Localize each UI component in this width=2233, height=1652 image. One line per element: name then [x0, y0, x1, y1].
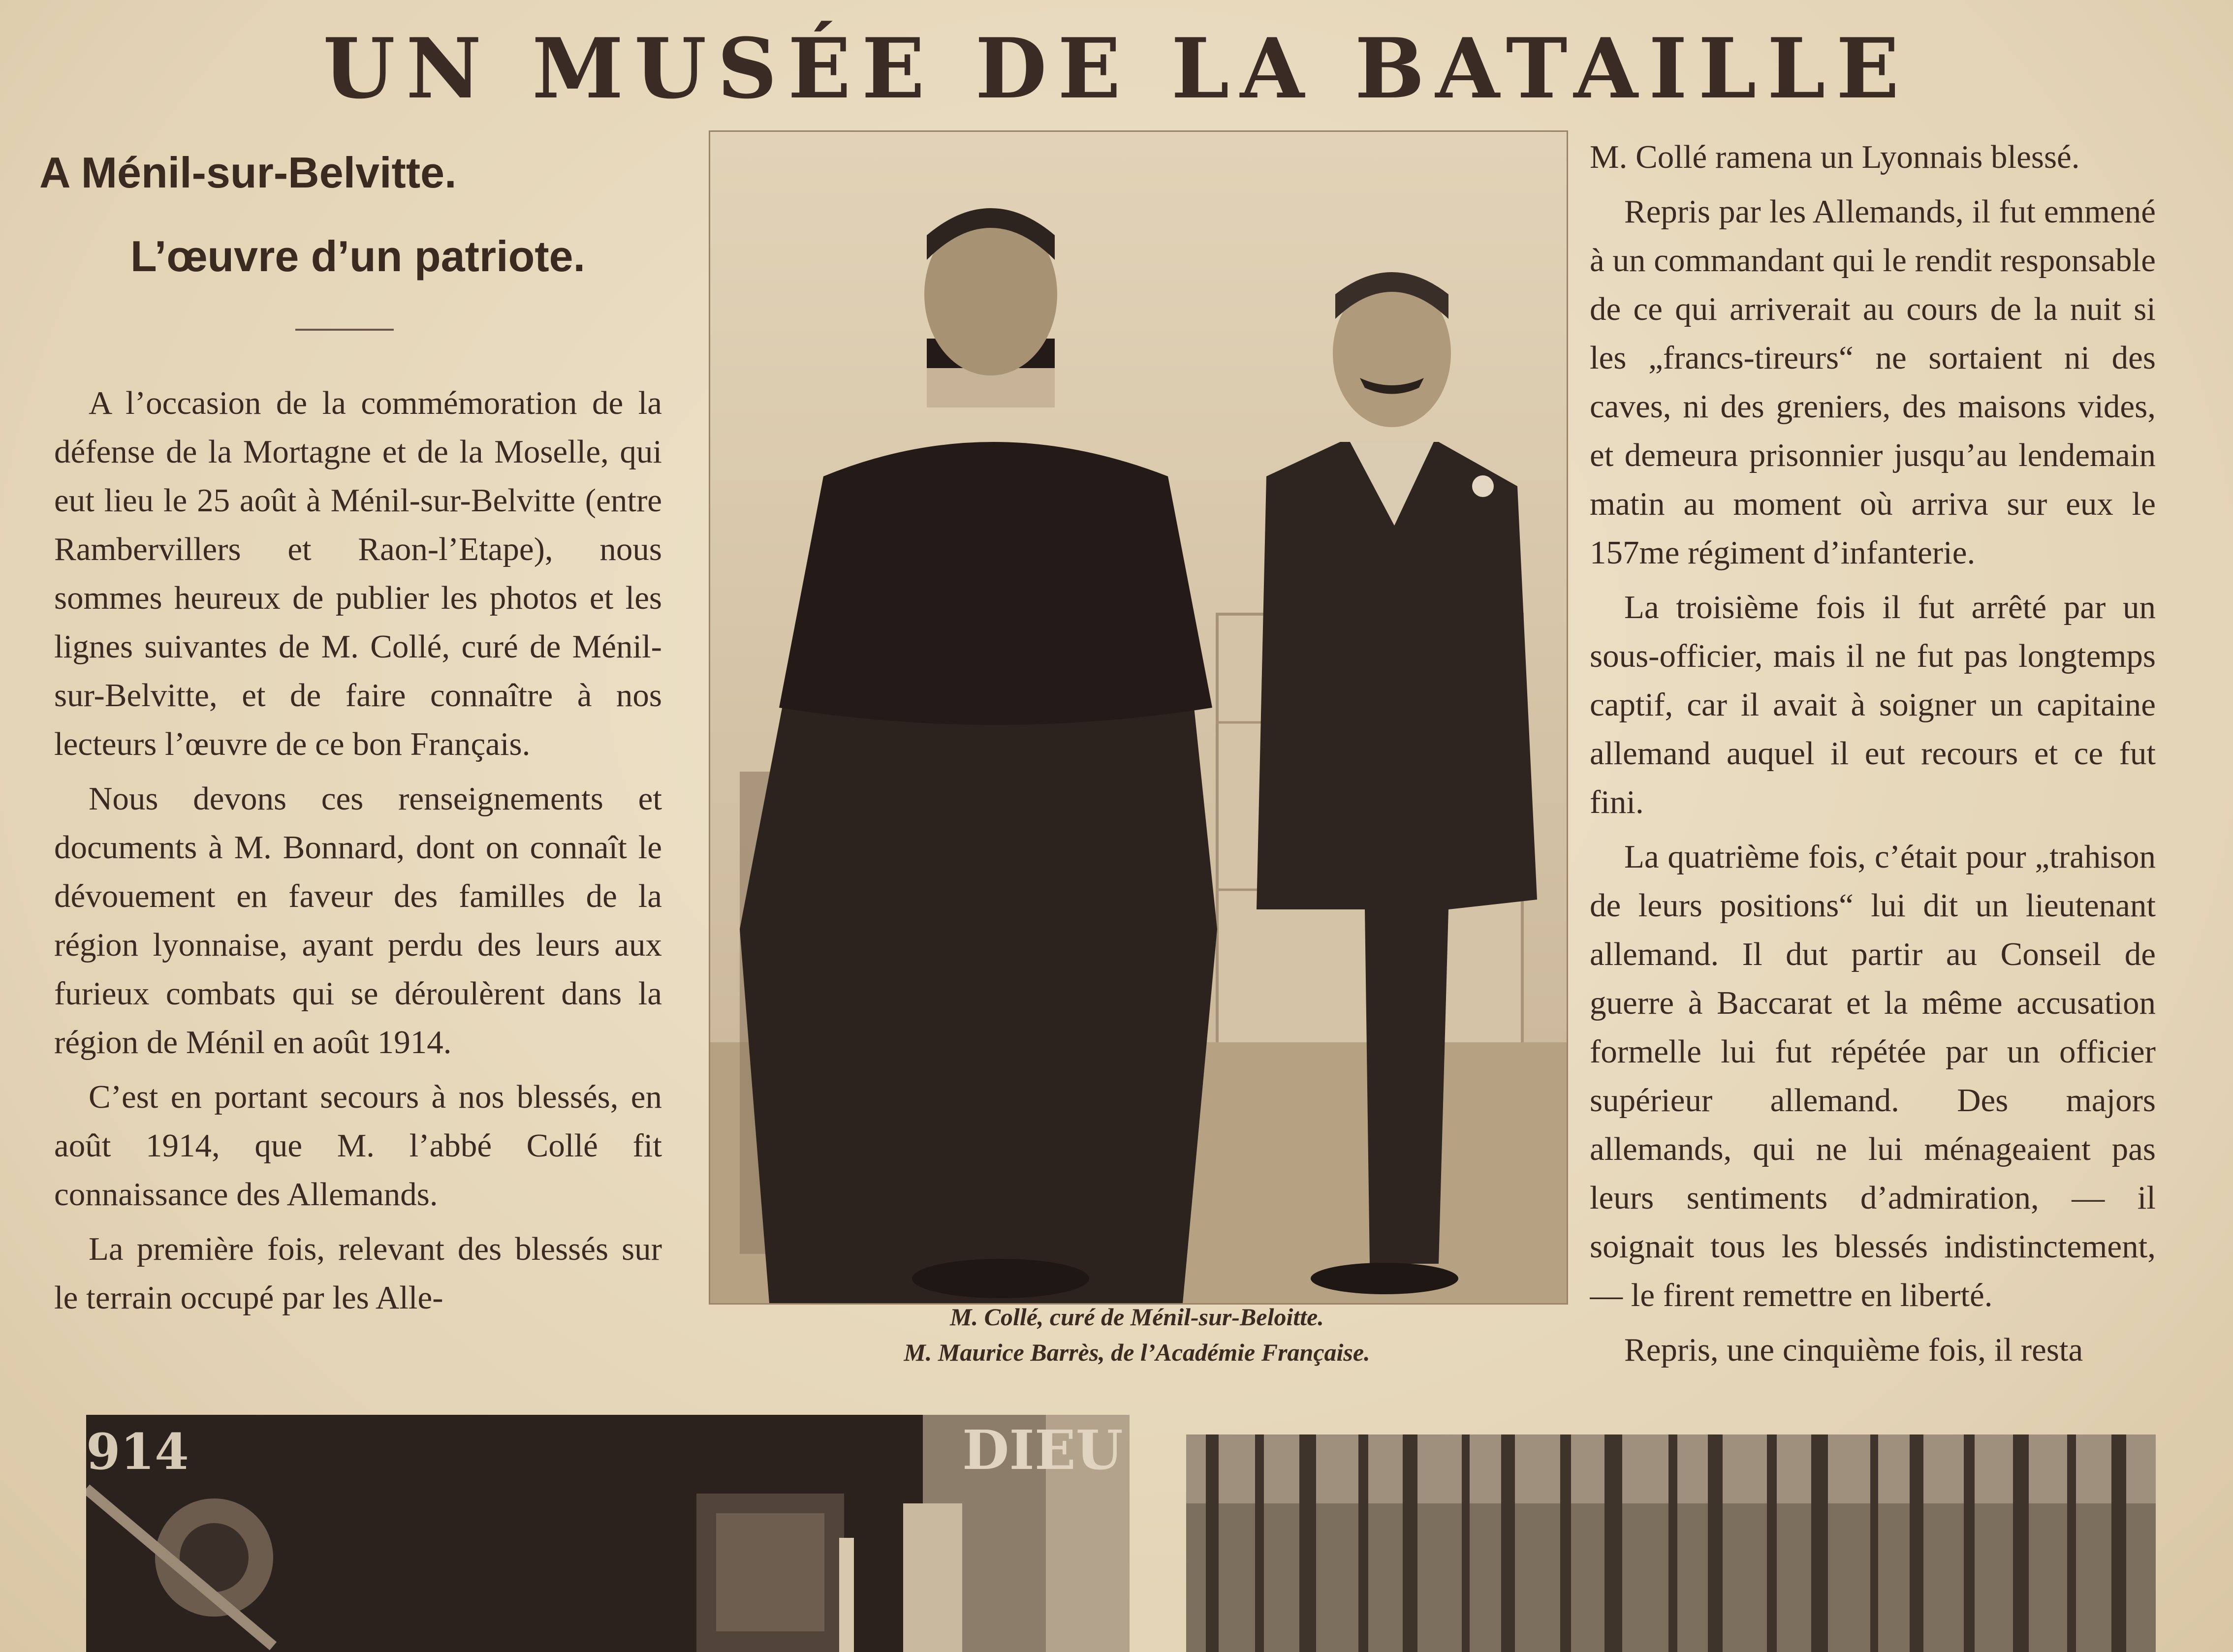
headline: UN MUSÉE DE LA BATAILLE	[323, 20, 1910, 117]
subtitle-location: A Ménil-sur-Belvitte.	[39, 148, 457, 197]
dieu-sign-text: DIEU	[962, 1418, 1123, 1482]
left-paragraph-4: La première fois, relevant des blessés sur le terrain occupé par les Alle-	[54, 1231, 662, 1316]
left-paragraph-2: Nous devons ces renseignements et documents à M. Bonnard, dont on connaît le dévouement en faveur des familles de la région lyonnaise, ayant perdu des leurs aux furieux combats qui se déroulèrent dans la région de Ménil en août 1914.	[54, 780, 662, 1060]
right-paragraph-3: La troisième fois il fut arrêté par un sous-officier, mais il ne fut pas longtemps captif, car il avait à soigner un capitaine allemand auquel il eut recours et ce fut fini.	[1590, 589, 2156, 820]
portrait-caption	[709, 1299, 1565, 1370]
right-paragraph-5: Repris, une cinquième fois, il resta	[1624, 1332, 2083, 1368]
right-text-column	[1590, 133, 2156, 1398]
left-paragraph-1: A l’occasion de la commémoration de la défense de la Mortagne et de la Moselle, qui eut lieu le 25 août à Ménil-sur-Belvitte (entre Rambervillers et Raon-l’Etape), nous sommes heureux de publier les photos et les lignes suivantes de M. Collé, curé de Ménil-sur-Belvitte, et de faire connaître à nos lecteurs l’œuvre de ce bon Français.	[54, 385, 662, 762]
year-sign-text: 914	[86, 1423, 189, 1481]
subtitle-patriot: L’œuvre d’un patriote.	[130, 232, 586, 281]
divider-rule	[295, 329, 394, 331]
portrait-photo	[709, 130, 1568, 1305]
forest-photo	[1186, 1434, 2156, 1652]
portrait-photo-illustration	[710, 132, 1567, 1303]
forest-illustration	[1186, 1434, 2156, 1652]
left-text-column	[54, 379, 662, 1432]
museum-interior-illustration	[86, 1415, 1130, 1652]
caption-line-1: M. Collé, curé de Ménil-sur-Beloitte.	[950, 1303, 1324, 1331]
left-paragraph-3: C’est en portant secours à nos blessés, en août 1914, que M. l’abbé Collé fit connaissance des Allemands.	[54, 1079, 662, 1213]
right-paragraph-2: Repris par les Allemands, il fut emmené à un commandant qui le rendit responsable de ce qui arriverait au cours de la nuit si les „francs-tireurs“ ne sortaient ni des caves, ni des greniers, des maisons vides, et demeura prisonnier jusqu’au lendemain matin au moment où arriva sur eux le 157me régiment d’infanterie.	[1590, 193, 2156, 571]
right-paragraph-1: M. Collé ramena un Lyonnais blessé.	[1590, 139, 2080, 175]
museum-interior-photo	[86, 1415, 1130, 1652]
right-paragraph-4: La quatrième fois, c’était pour „trahison de leurs positions“ lui dit un lieutenant allemand. Il dut partir au Conseil de guerre à Baccarat et la même accusation formelle lui fut répétée par un officier supérieur allemand. Des majors allemands, qui ne lui ménageaient pas leurs sentiments d’admiration, — il soignait tous les blessés indistinctement, — le firent remettre en liberté.	[1590, 839, 2156, 1313]
caption-line-2: M. Maurice Barrès, de l’Académie Française.	[904, 1339, 1370, 1366]
